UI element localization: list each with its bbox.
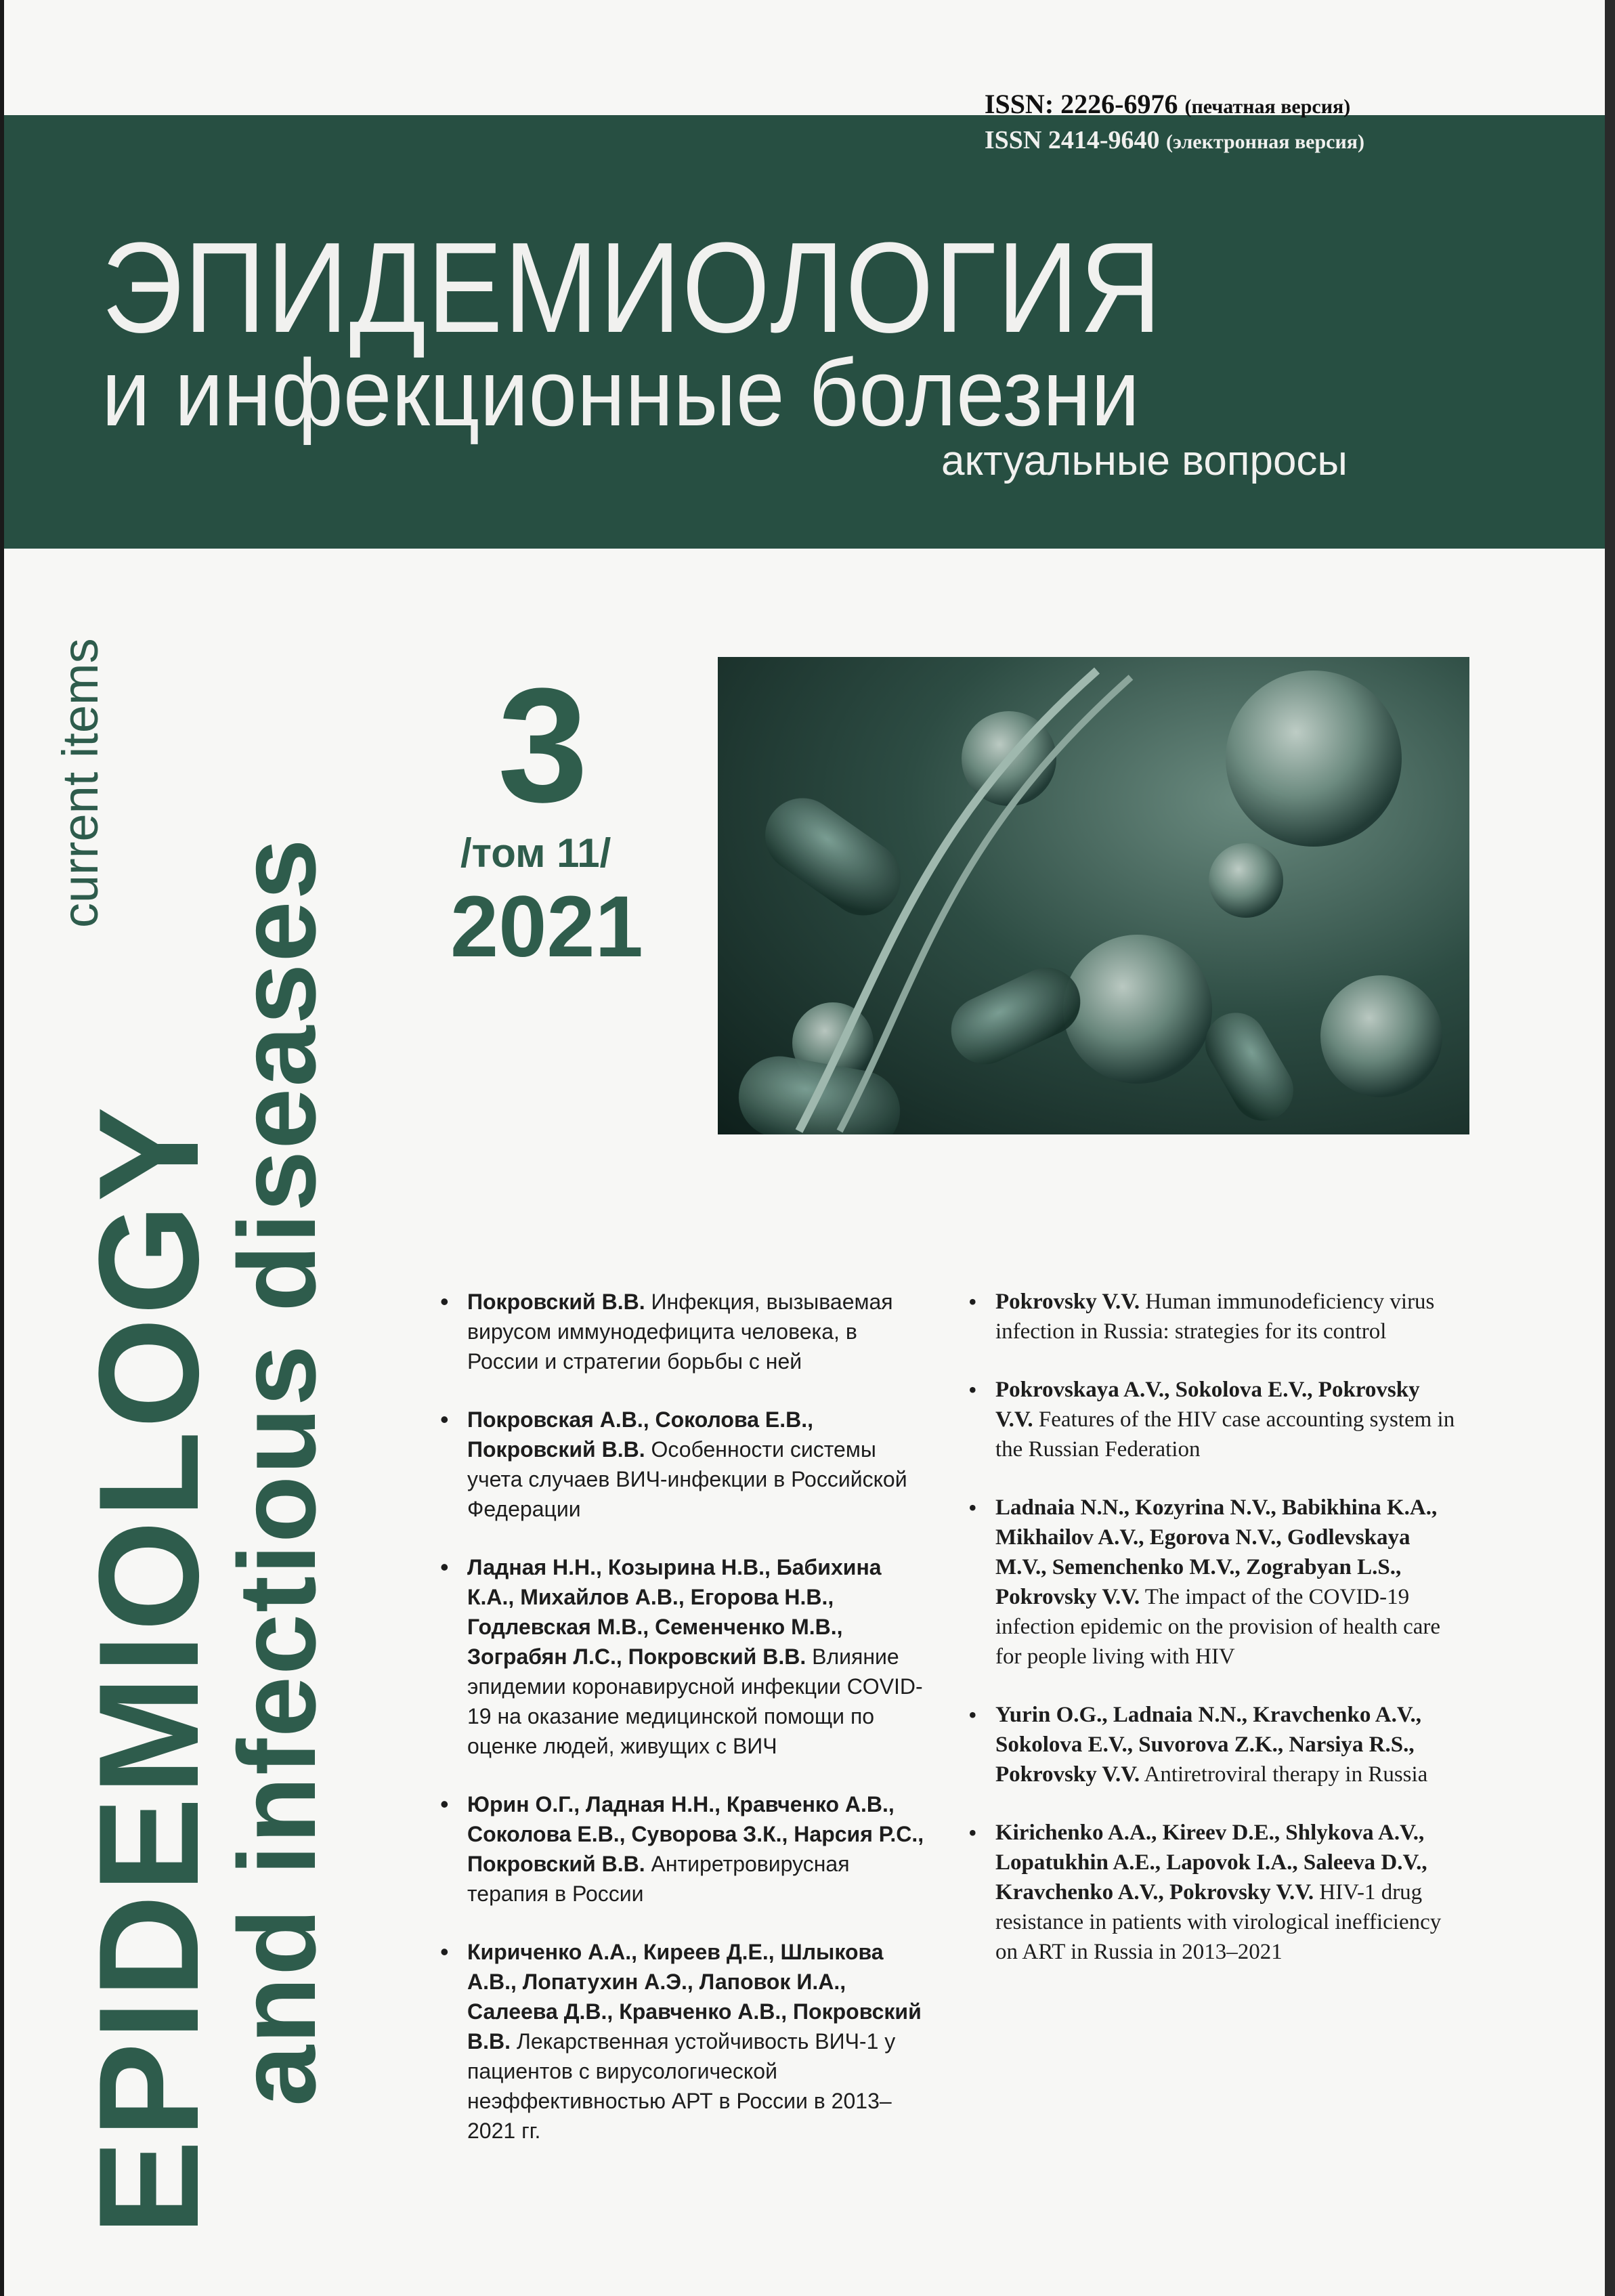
issue-volume: /том 11/ xyxy=(460,830,611,876)
toc-item-authors: Юрин О.Г., Ладная Н.Н., Кравченко А.В., Соколова Е.В., Суворова З.К., Нарсия Р.С., Покровский В.В. xyxy=(467,1792,924,1876)
toc-item-title: Антиретровирусная терапия в России xyxy=(467,1852,850,1906)
toc-item-title: HIV-1 drug resistance in patients with virological inefficiency on ART in Russia in 2013–2021 xyxy=(995,1880,1442,1964)
toc-item-authors: Pokrovskaya A.V., Sokolova E.V., Pokrovsky V.V. xyxy=(995,1378,1420,1432)
toc-item xyxy=(968,1700,1456,1789)
toc-item xyxy=(968,1375,1456,1464)
toc-item-authors: Ladnaia N.N., Kozyrina N.V., Babikhina K.A., Mikhailov A.V., Egorova N.V., Godlevskaya M.V., Semenchenko M.V., Zograbyan L.S., Pokrovsky V.V. xyxy=(995,1495,1438,1609)
toc-item xyxy=(440,1789,928,1909)
toc-item-title: Влияние эпидемии коронавирусной инфекции COVID-19 на оказание медицинской помощи по оценке людей, живущих с ВИЧ xyxy=(467,1644,923,1758)
issue-year: 2021 xyxy=(450,878,643,975)
issn-block xyxy=(985,88,1364,159)
toc-russian xyxy=(440,1287,928,2174)
toc-item xyxy=(440,1287,928,1376)
toc-item-authors: Yurin O.G., Ladnaia N.N., Kravchenko A.V., Sokolova E.V., Suvorova Z.K., Narsiya R.S., Pokrovsky V.V. xyxy=(995,1703,1421,1787)
toc-item-authors: Кириченко А.А., Киреев Д.Е., Шлыкова А.В., Лопатухин А.Э., Лаповок И.А., Салеева Д.В., Кравченко А.В., Покровский В.В. xyxy=(467,1940,922,2054)
toc-item-authors: Pokrovsky V.V. xyxy=(995,1290,1140,1314)
issn-online xyxy=(985,123,1364,159)
issue-number: 3 xyxy=(498,654,588,836)
spine-title-line3: current items xyxy=(52,638,108,928)
spine-title-line2: and infectious diseases xyxy=(216,837,339,2106)
issn-print xyxy=(985,88,1364,123)
toc-item-title: Features of the HIV case accounting system in the Russian Federation xyxy=(995,1407,1455,1462)
toc-english xyxy=(968,1287,1456,1995)
toc-item xyxy=(440,1937,928,2146)
toc-item-authors: Kirichenko A.A., Kireev D.E., Shlykova A.V., Lopatukhin A.E., Lapovok I.A., Saleeva D.V., Kravchenko A.V., Pokrovsky V.V. xyxy=(995,1821,1427,1905)
toc-item-title: Особенности системы учета случаев ВИЧ-инфекции в Российской Федерации xyxy=(467,1437,907,1521)
toc-item-title: Лекарственная устойчивость ВИЧ-1 у пациентов с вирусологической неэффективностью АРТ в России в 2013–2021 гг. xyxy=(467,2029,896,2143)
toc-item-title: Antiretroviral therapy in Russia xyxy=(1144,1762,1428,1787)
toc-item xyxy=(968,1493,1456,1672)
journal-title-line1: ЭПИДЕМИОЛОГИЯ xyxy=(102,216,1163,360)
toc-item-authors: Покровский В.В. xyxy=(467,1290,645,1314)
toc-item-title: The impact of the COVID-19 infection epidemic on the provision of health care for people living with HIV xyxy=(995,1585,1441,1669)
issn-online-label: (электронная версия) xyxy=(1166,131,1364,153)
toc-item xyxy=(968,1287,1456,1346)
issn-online-number: ISSN 2414-9640 xyxy=(984,126,1160,154)
toc-item xyxy=(440,1552,928,1761)
toc-item xyxy=(968,1818,1456,1967)
toc-item-title: Инфекция, вызываемая вирусом иммунодефицита человека, в России и стратегии борьбы с ней xyxy=(467,1290,893,1374)
toc-item xyxy=(440,1405,928,1524)
toc-item-authors: Ладная Н.Н., Козырина Н.В., Бабихина К.А., Михайлов А.В., Егорова Н.В., Годлевская М.В., Семенченко М.В., Зограбян Л.С., Покровский В.В. xyxy=(467,1555,882,1669)
virus-illustration xyxy=(718,657,1469,1134)
journal-title-line2: и инфекционные болезни xyxy=(102,339,1140,446)
issn-print-number: ISSN: 2226-6976 xyxy=(984,89,1178,119)
spine-title-line1: EPIDEMIOLOGY xyxy=(69,1104,228,2235)
journal-subtitle: актуальные вопросы xyxy=(941,438,1348,484)
cover-illustration xyxy=(718,657,1469,1134)
toc-item-title: Human immunodeficiency virus infection in Russia: strategies for its control xyxy=(995,1290,1435,1344)
issn-print-label: (печатная версия) xyxy=(1184,95,1351,118)
toc-item-authors: Покровская А.В., Соколова Е.В., Покровский В.В. xyxy=(467,1407,813,1462)
